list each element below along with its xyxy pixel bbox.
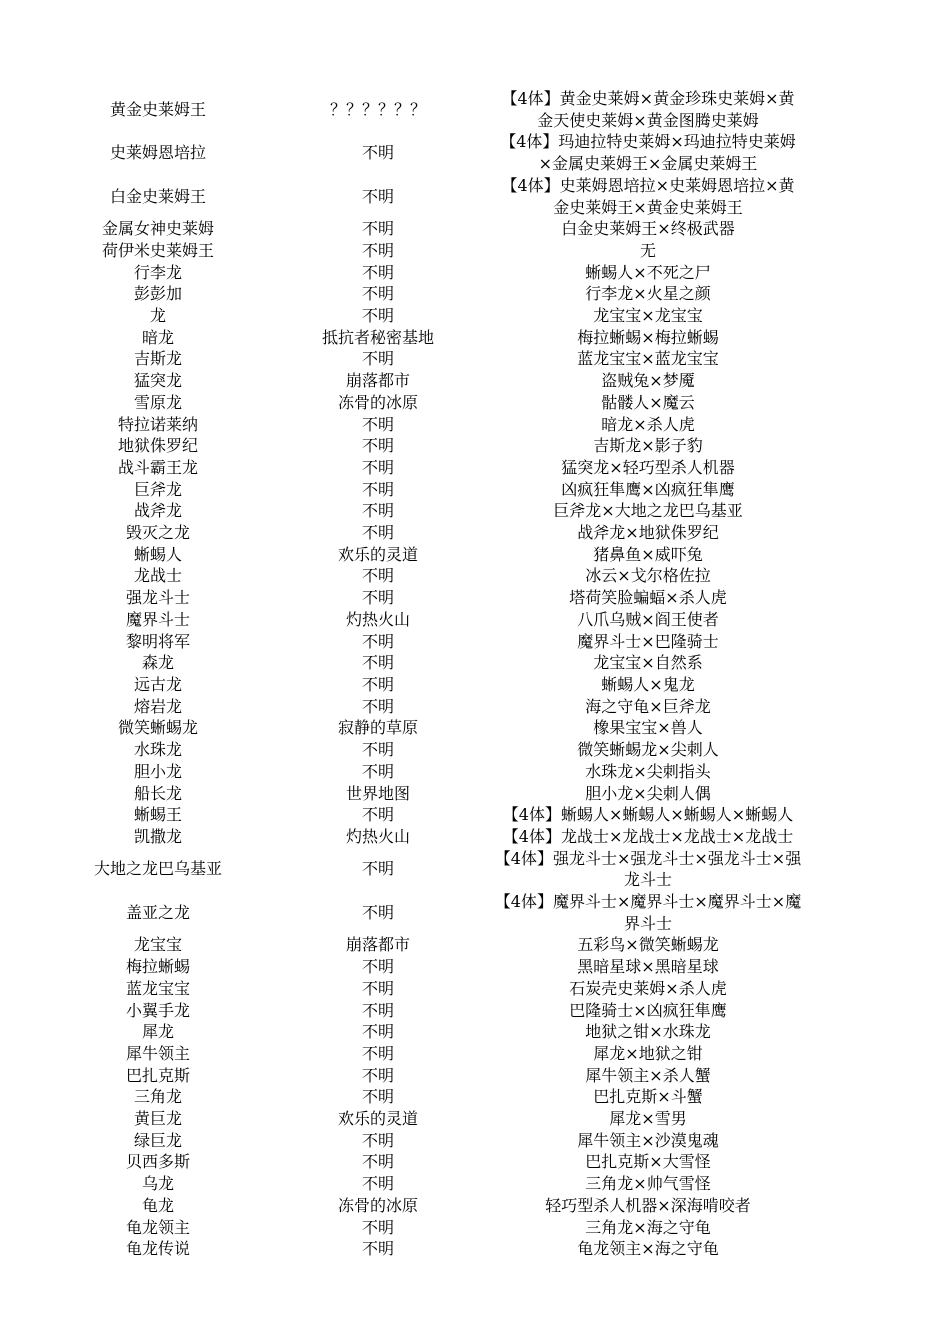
location-cell: 不明 [361, 1000, 394, 1020]
combination-cell: 猪鼻鱼×威吓兔 [593, 544, 703, 564]
combination-cell: 无 [639, 240, 656, 260]
combination-cell: 【4体】蜥蜴人×蜥蜴人×蜥蜴人×蜥蜴人 [502, 805, 794, 825]
table-row [48, 1173, 808, 1195]
table-row [48, 1238, 808, 1260]
table-row [48, 1151, 808, 1173]
monster-name-cell: 盖亚之龙 [125, 902, 190, 922]
location-cell: 不明 [361, 219, 394, 239]
location-cell: 不明 [361, 978, 394, 998]
monster-name-cell: 龟龙 [141, 1195, 174, 1215]
monster-name-cell: 贝西多斯 [125, 1152, 190, 1172]
location-cell: 不明 [361, 1087, 394, 1107]
combination-cell: 犀牛领主×沙漠鬼魂 [577, 1130, 719, 1150]
table-row [48, 631, 808, 653]
monster-name-cell: 强龙斗士 [125, 588, 190, 608]
monster-name-cell: 彭彭加 [133, 284, 182, 304]
table-row [48, 826, 808, 848]
monster-name-cell: 吉斯龙 [133, 349, 182, 369]
monster-name-cell: 三角龙 [133, 1087, 182, 1107]
monster-name-cell: 战斗霸王龙 [117, 457, 198, 477]
table-row [48, 1043, 808, 1065]
location-cell: 寂静的草原 [337, 718, 418, 738]
combination-cell: 冰云×戈尔格佐拉 [585, 566, 711, 586]
monster-name-cell: 巴扎克斯 [125, 1065, 190, 1085]
location-cell: 不明 [361, 1043, 394, 1063]
location-cell: 不明 [361, 696, 394, 716]
monster-name-cell: 地狱侏罗纪 [117, 436, 198, 456]
table-row [48, 1130, 808, 1152]
table-row [48, 327, 808, 349]
location-cell: 不明 [361, 457, 394, 477]
table-row [48, 1217, 808, 1239]
combination-cell: 五彩鸟×微笑蜥蜴龙 [577, 935, 719, 955]
table-row [48, 739, 808, 761]
monster-name-cell: 猛突龙 [133, 371, 182, 391]
location-cell: 不明 [361, 1022, 394, 1042]
combination-cell: 龙宝宝×龙宝宝 [593, 306, 703, 326]
table-row [48, 652, 808, 674]
location-cell: 不明 [361, 566, 394, 586]
table-row [48, 1021, 808, 1043]
location-cell: 世界地图 [345, 783, 410, 803]
monster-name-cell: 金属女神史莱姆 [101, 219, 214, 239]
combination-cell: 盗贼兔×梦魇 [601, 371, 695, 391]
location-cell: 不明 [361, 349, 394, 369]
combination-cell: 龙宝宝×自然系 [593, 653, 703, 673]
table-row [48, 305, 808, 327]
table-row [48, 175, 808, 218]
table-row [48, 262, 808, 284]
monster-name-cell: 黎明将军 [125, 631, 190, 651]
combination-cell: 【4体】黄金史莱姆×黄金珍珠史莱姆×黄金天使史莱姆×黄金图腾史莱姆 [501, 89, 795, 130]
table-row [48, 978, 808, 1000]
combination-cell: 胆小龙×尖刺人偶 [585, 783, 711, 803]
monster-name-cell: 胆小龙 [133, 761, 182, 781]
location-cell: 崩落都市 [345, 935, 410, 955]
table-row [48, 544, 808, 566]
monster-name-cell: 龙 [149, 306, 166, 326]
monster-name-cell: 龙战士 [133, 566, 182, 586]
location-cell: 不明 [361, 1152, 394, 1172]
monster-name-cell: 船长龙 [133, 783, 182, 803]
combination-cell: 轻巧型杀人机器×深海啃咬者 [545, 1195, 751, 1215]
monster-name-cell: 暗龙 [141, 327, 174, 347]
monster-name-cell: 凯撒龙 [133, 826, 182, 846]
location-cell: 不明 [361, 859, 394, 879]
combination-cell: 战斧龙×地狱侏罗纪 [577, 523, 719, 543]
monster-name-cell: 熔岩龙 [133, 696, 182, 716]
table-row [48, 1195, 808, 1217]
monster-name-cell: 大地之龙巴乌基亚 [93, 859, 222, 879]
location-cell: 冻骨的冰原 [337, 392, 418, 412]
combination-cell: 【4体】强龙斗士×强龙斗士×强龙斗士×强龙斗士 [494, 848, 802, 890]
monster-name-cell: 特拉诺莱纳 [117, 414, 198, 434]
table-row [48, 1086, 808, 1108]
monster-name-cell: 乌龙 [141, 1174, 174, 1194]
location-cell: 不明 [361, 501, 394, 521]
monster-name-cell: 微笑蜥蜴龙 [117, 718, 198, 738]
table-row [48, 848, 808, 891]
location-cell: 不明 [361, 1174, 394, 1194]
combination-cell: 橡果宝宝×兽人 [593, 718, 703, 738]
location-cell: 不明 [361, 957, 394, 977]
table-row [48, 240, 808, 262]
combination-cell: 骷髅人×魔云 [601, 392, 695, 412]
location-cell: 不明 [361, 653, 394, 673]
table-row [48, 500, 808, 522]
table-body [48, 88, 808, 1260]
monster-name-cell: 巨斧龙 [133, 479, 182, 499]
monster-name-cell: 雪原龙 [133, 392, 182, 412]
monster-name-cell: 龟龙领主 [125, 1217, 190, 1237]
table-row [48, 131, 808, 174]
combination-cell: 凶疯狂隼鹰×凶疯狂隼鹰 [561, 479, 735, 499]
monster-name-cell: 龟龙传说 [125, 1239, 190, 1259]
table-row [48, 783, 808, 805]
location-cell: 不明 [361, 631, 394, 651]
table-row [48, 956, 808, 978]
table-row [48, 283, 808, 305]
location-cell: 不明 [361, 284, 394, 304]
combination-cell: 水珠龙×尖刺指头 [585, 761, 711, 781]
monster-name-cell: 龙宝宝 [133, 935, 182, 955]
table-row [48, 609, 808, 631]
monster-name-cell: 森龙 [141, 653, 174, 673]
combination-cell: 犀龙×雪男 [609, 1109, 687, 1129]
location-cell: 不明 [361, 186, 394, 206]
table-row [48, 88, 808, 131]
monster-name-cell: 水珠龙 [133, 740, 182, 760]
combination-cell: 犀龙×地狱之钳 [593, 1043, 703, 1063]
monster-name-cell: 绿巨龙 [133, 1130, 182, 1150]
combination-cell: 微笑蜥蜴龙×尖刺人 [577, 740, 719, 760]
table-row [48, 218, 808, 240]
monster-name-cell: 远古龙 [133, 674, 182, 694]
location-cell: 欢乐的灵道 [337, 544, 418, 564]
table-row [48, 370, 808, 392]
location-cell: 不明 [361, 740, 394, 760]
combination-cell: 猛突龙×轻巧型杀人机器 [561, 457, 735, 477]
monster-name-cell: 黄巨龙 [133, 1109, 182, 1129]
table-row [48, 717, 808, 739]
table-row [48, 348, 808, 370]
combination-cell: 地狱之钳×水珠龙 [585, 1022, 711, 1042]
table-row [48, 479, 808, 501]
location-cell: 不明 [361, 805, 394, 825]
combination-cell: 蜥蜴人×不死之尸 [585, 262, 711, 282]
combination-cell: 犀牛领主×杀人蟹 [585, 1065, 711, 1085]
combination-cell: 暗龙×杀人虎 [601, 414, 695, 434]
table-row [48, 392, 808, 414]
combination-cell: 白金史莱姆王×终极武器 [561, 219, 735, 239]
monster-name-cell: 战斧龙 [133, 501, 182, 521]
combination-cell: 【4体】龙战士×龙战士×龙战士×龙战士 [502, 826, 794, 846]
monster-name-cell: 魔界斗士 [125, 609, 190, 629]
table-row [48, 414, 808, 436]
location-cell: 不明 [361, 240, 394, 260]
location-cell: 灼热火山 [345, 609, 410, 629]
location-cell: 不明 [361, 588, 394, 608]
location-cell: 不明 [361, 1239, 394, 1259]
location-cell: 崩落都市 [345, 371, 410, 391]
combination-cell: 蓝龙宝宝×蓝龙宝宝 [577, 349, 719, 369]
table-row [48, 804, 808, 826]
monster-name-cell: 小翼手龙 [125, 1000, 190, 1020]
table-row [48, 934, 808, 956]
table-row [48, 761, 808, 783]
combination-cell: 三角龙×海之守龟 [585, 1217, 711, 1237]
location-cell: 不明 [361, 1065, 394, 1085]
combination-cell: 巴扎克斯×斗蟹 [593, 1087, 703, 1107]
combination-cell: 【4体】史莱姆恩培拉×史莱姆恩培拉×黄金史莱姆王×黄金史莱姆王 [501, 175, 795, 217]
combination-cell: 吉斯龙×影子豹 [593, 436, 703, 456]
table-row [48, 1000, 808, 1022]
table-row [48, 587, 808, 609]
combination-cell: 三角龙×帅气雪怪 [585, 1174, 711, 1194]
monster-name-cell: 犀牛领主 [125, 1043, 190, 1063]
combination-cell: 巴扎克斯×大雪怪 [585, 1152, 711, 1172]
location-cell: 不明 [361, 143, 394, 163]
combination-cell: 龟龙领主×海之守龟 [577, 1239, 719, 1259]
table-row [48, 891, 808, 934]
location-cell: ？？？？？？ [329, 99, 426, 119]
location-cell: 不明 [361, 479, 394, 499]
monster-name-cell: 荷伊米史莱姆王 [101, 240, 214, 260]
combination-cell: 海之守龟×巨斧龙 [585, 696, 711, 716]
combination-cell: 梅拉蜥蜴×梅拉蜥蜴 [577, 327, 719, 347]
location-cell: 不明 [361, 262, 394, 282]
location-cell: 抵抗者秘密基地 [321, 327, 434, 347]
monster-combination-table [48, 88, 808, 1260]
location-cell: 不明 [361, 306, 394, 326]
location-cell: 不明 [361, 1217, 394, 1237]
location-cell: 不明 [361, 674, 394, 694]
location-cell: 不明 [361, 414, 394, 434]
table-row [48, 565, 808, 587]
monster-name-cell: 犀龙 [141, 1022, 174, 1042]
monster-name-cell: 行李龙 [133, 262, 182, 282]
table-row [48, 435, 808, 457]
combination-cell: 石炭壳史莱姆×杀人虎 [569, 978, 727, 998]
combination-cell: 黑暗星球×黑暗星球 [577, 957, 719, 977]
table-row [48, 696, 808, 718]
combination-cell: 魔界斗士×巴隆骑士 [577, 631, 719, 651]
combination-cell: 塔荷笑脸蝙蝠×杀人虎 [569, 588, 727, 608]
monster-name-cell: 毁灭之龙 [125, 523, 190, 543]
monster-name-cell: 白金史莱姆王 [109, 186, 206, 206]
table-row [48, 674, 808, 696]
combination-cell: 【4体】魔界斗士×魔界斗士×魔界斗士×魔界斗士 [494, 892, 802, 933]
location-cell: 灼热火山 [345, 826, 410, 846]
location-cell: 不明 [361, 523, 394, 543]
monster-name-cell: 史莱姆恩培拉 [109, 143, 206, 163]
monster-name-cell: 蜥蜴王 [133, 805, 182, 825]
combination-cell: 巨斧龙×大地之龙巴乌基亚 [553, 501, 743, 521]
combination-cell: 行李龙×火星之颜 [585, 284, 711, 304]
location-cell: 冻骨的冰原 [337, 1195, 418, 1215]
combination-cell: 八爪乌贼×阎王使者 [577, 609, 719, 629]
location-cell: 不明 [361, 1130, 394, 1150]
combination-cell: 蜥蜴人×鬼龙 [601, 674, 695, 694]
monster-name-cell: 蜥蜴人 [133, 544, 182, 564]
location-cell: 欢乐的灵道 [337, 1109, 418, 1129]
combination-cell: 【4体】玛迪拉特史莱姆×玛迪拉特史莱姆×金属史莱姆王×金属史莱姆王 [500, 132, 796, 174]
combination-cell: 巴隆骑士×凶疯狂隼鹰 [569, 1000, 727, 1020]
monster-name-cell: 黄金史莱姆王 [109, 99, 206, 119]
table-row [48, 522, 808, 544]
table-row [48, 457, 808, 479]
table-row [48, 1108, 808, 1130]
table-row [48, 1065, 808, 1087]
location-cell: 不明 [361, 761, 394, 781]
location-cell: 不明 [361, 902, 394, 922]
location-cell: 不明 [361, 436, 394, 456]
monster-name-cell: 蓝龙宝宝 [125, 978, 190, 998]
monster-name-cell: 梅拉蜥蜴 [125, 957, 190, 977]
